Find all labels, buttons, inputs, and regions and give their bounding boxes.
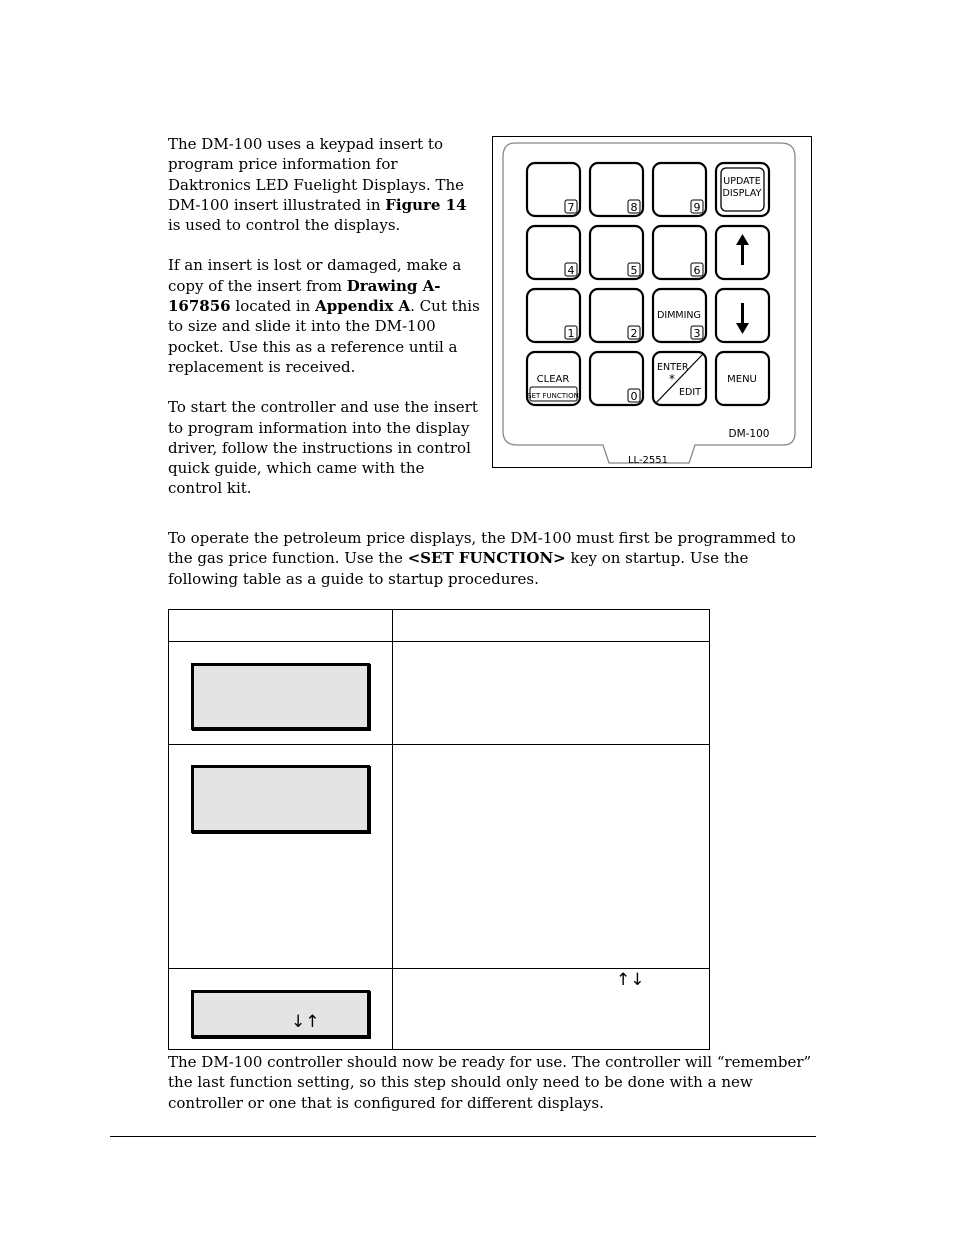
intro-paragraph-2: If an insert is lost or damaged, make a copy of the insert from Drawing A-167856 located in Appendix A. Cut this to size and slide it into the DM-100 pocket. Use this as a reference until a replacement is received. bbox=[168, 256, 480, 376]
table-header-row bbox=[169, 610, 710, 642]
svg-text:6: 6 bbox=[693, 264, 701, 277]
svg-text:9: 9 bbox=[693, 201, 701, 214]
svg-text:8: 8 bbox=[630, 201, 638, 214]
key-7[interactable] bbox=[527, 163, 580, 216]
table-cell-action bbox=[393, 969, 710, 1050]
part-number-label: LL-2551 bbox=[627, 455, 669, 466]
lcd-screen bbox=[191, 765, 370, 833]
table-cell-lcd bbox=[169, 969, 393, 1050]
svg-text:4: 4 bbox=[567, 264, 575, 277]
key-0[interactable] bbox=[590, 352, 643, 405]
key-1[interactable] bbox=[527, 289, 580, 342]
intro-paragraph-1: The DM-100 uses a keypad insert to program price information for Daktronics LED Fuelight Displays. The DM-100 insert illustrated in Figure 14 is used to control the displays. bbox=[168, 135, 467, 235]
svg-text:3: 3 bbox=[693, 327, 701, 340]
table-cell-lcd bbox=[169, 642, 393, 745]
key-clear-set-function[interactable] bbox=[527, 352, 580, 405]
key-down-arrow[interactable] bbox=[716, 289, 769, 342]
key-5[interactable] bbox=[590, 226, 643, 279]
key-menu[interactable] bbox=[716, 352, 769, 405]
svg-text:7: 7 bbox=[567, 201, 575, 214]
svg-text:DISPLAY: DISPLAY bbox=[722, 188, 762, 199]
lcd-arrow-icons: ↓↑ bbox=[291, 1012, 320, 1032]
closing-paragraph: The DM-100 controller should now be ready for use. The controller will “remember” the last function setting, so this step should only need to be done with a new controller or one that is configured for different displays. bbox=[168, 1053, 812, 1112]
keypad-insert-drawing bbox=[493, 137, 811, 467]
startup-guide-table bbox=[168, 609, 710, 1050]
svg-text:0: 0 bbox=[630, 390, 638, 403]
table-row bbox=[169, 642, 710, 745]
lcd-screen bbox=[191, 663, 370, 730]
key-update-display[interactable] bbox=[716, 163, 769, 216]
table-cell-lcd bbox=[169, 745, 393, 969]
svg-text:*: * bbox=[669, 372, 675, 386]
intro-paragraph-3: To start the controller and use the insert to program information into the display driver, follow the instructions in control quick guide, which came with the control kit. bbox=[168, 398, 478, 498]
svg-text:5: 5 bbox=[630, 264, 638, 277]
key-6[interactable] bbox=[653, 226, 706, 279]
keypad-insert-figure bbox=[492, 136, 812, 468]
svg-text:DIMMING: DIMMING bbox=[657, 310, 701, 321]
key-3-dimming[interactable] bbox=[653, 289, 706, 342]
svg-text:UPDATE: UPDATE bbox=[723, 176, 761, 187]
startup-paragraph: To operate the petroleum price displays, the DM-100 must first be programmed to the gas price function. Use the <SET FUNCTION> key on startup. Use the following table as a guide to startup procedures. bbox=[168, 529, 796, 588]
svg-text:MENU: MENU bbox=[727, 374, 757, 385]
key-enter-edit[interactable] bbox=[653, 352, 706, 405]
table-header-display bbox=[169, 610, 393, 642]
key-9[interactable] bbox=[653, 163, 706, 216]
key-2[interactable] bbox=[590, 289, 643, 342]
table-row bbox=[169, 745, 710, 969]
svg-text:1: 1 bbox=[567, 327, 575, 340]
table-cell-action bbox=[393, 642, 710, 745]
svg-text:ENTER: ENTER bbox=[657, 362, 689, 373]
svg-text:2: 2 bbox=[630, 327, 638, 340]
arrow-keys-icon: ↑↓ bbox=[616, 970, 645, 990]
intro-text bbox=[168, 134, 480, 519]
svg-text:EDIT: EDIT bbox=[679, 387, 701, 398]
footer-rule bbox=[110, 1136, 816, 1137]
key-up-arrow[interactable] bbox=[716, 226, 769, 279]
key-8[interactable] bbox=[590, 163, 643, 216]
lcd-screen bbox=[191, 990, 370, 1038]
svg-text:SET FUNCTION: SET FUNCTION bbox=[527, 392, 579, 400]
table-header-action bbox=[393, 610, 710, 642]
key-4[interactable] bbox=[527, 226, 580, 279]
model-label: DM-100 bbox=[728, 428, 770, 440]
table-row bbox=[169, 969, 710, 1050]
svg-text:CLEAR: CLEAR bbox=[536, 374, 570, 385]
table-cell-action bbox=[393, 745, 710, 969]
